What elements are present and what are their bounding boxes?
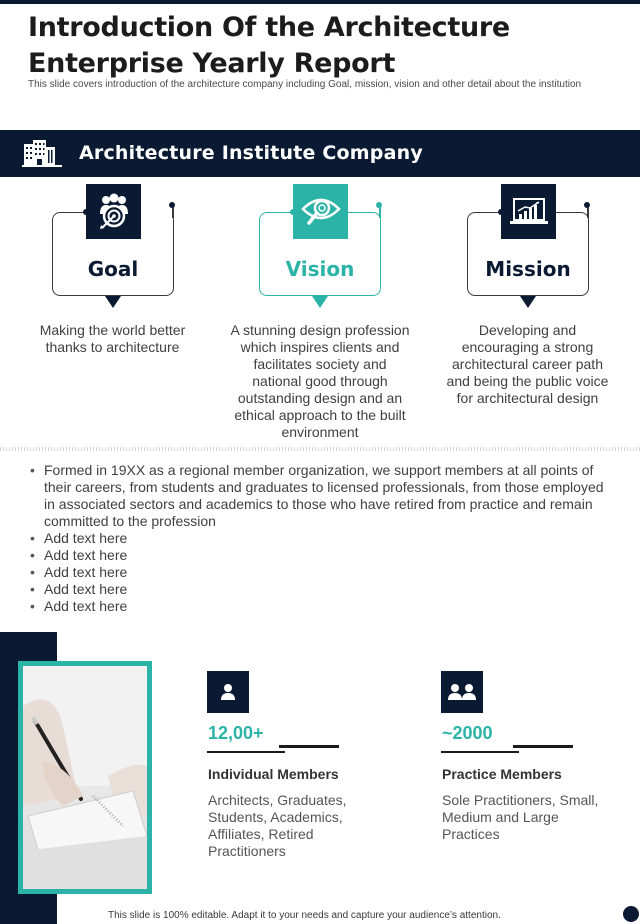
mission-icon-box bbox=[501, 184, 556, 239]
vision-icon-box bbox=[293, 184, 348, 239]
mission-pointer bbox=[520, 296, 536, 308]
practice-members-title: Practice Members bbox=[442, 766, 562, 782]
user-icon bbox=[219, 683, 237, 701]
goal-pointer bbox=[105, 296, 121, 308]
underline bbox=[441, 751, 519, 753]
footer-note: This slide is 100% editable. Adapt it to your needs and capture your audience’s attention. bbox=[108, 910, 501, 921]
vision-card bbox=[259, 184, 439, 310]
bullet-item: • Add text here bbox=[28, 598, 618, 615]
building-icon bbox=[20, 138, 64, 168]
vision-description: A stunning design profession which inspires clients and facilitates society and national good through outstanding design and an ethical approach to the built environment bbox=[230, 322, 410, 440]
dotted-divider bbox=[0, 447, 640, 451]
underline-accent bbox=[279, 745, 339, 748]
practice-members-count: ~2000 bbox=[442, 723, 493, 743]
mission-card bbox=[467, 184, 640, 310]
vision-label: Vision bbox=[285, 257, 355, 281]
page-subtitle: This slide covers introduction of the architecture company including Goal, mission, vision and other detail about the institution bbox=[28, 79, 582, 90]
top-accent-bar bbox=[0, 0, 640, 4]
bullet-item: • Formed in 19XX as a regional member organization, we support members at all points of their careers, from students and graduates to licensed professionals, from those employed in associated sectors and academics to those who have retired from practice and remain committed to the profession bbox=[28, 462, 618, 530]
laptop-chart-icon bbox=[509, 197, 549, 227]
user-icon-box bbox=[207, 671, 249, 713]
photo-illustration bbox=[23, 666, 147, 889]
individual-members-description: Architects, Graduates, Students, Academics, Affiliates, Retired Practitioners bbox=[208, 792, 347, 859]
corner-dot bbox=[623, 906, 639, 922]
connector-dot bbox=[376, 202, 382, 208]
company-banner bbox=[0, 130, 640, 177]
bullet-item: • Add text here bbox=[28, 547, 618, 564]
company-title: Architecture Institute Company bbox=[79, 142, 423, 164]
page-title: Introduction Of the Architecture Enterprise Yearly Report bbox=[28, 12, 510, 79]
bullet-item: • Add text here bbox=[28, 530, 618, 547]
bullet-item: • Add text here bbox=[28, 564, 618, 581]
goal-description: Making the world better thanks to architecture bbox=[39, 322, 186, 355]
underline bbox=[207, 751, 285, 753]
users-icon-box bbox=[441, 671, 483, 713]
team-target-icon bbox=[95, 192, 133, 232]
photo-frame bbox=[18, 661, 152, 894]
connector-dot bbox=[169, 202, 175, 208]
connector-dot bbox=[584, 202, 590, 208]
bullet-item: • Add text here bbox=[28, 581, 618, 598]
hand-writing-in-notebook-photo bbox=[23, 666, 147, 889]
underline-accent bbox=[513, 745, 573, 748]
mission-label: Mission bbox=[485, 257, 571, 281]
bullet-list bbox=[28, 462, 618, 615]
goal-label: Goal bbox=[87, 257, 139, 281]
goal-card bbox=[52, 184, 232, 310]
vision-pointer bbox=[312, 296, 328, 308]
goal-icon-box bbox=[86, 184, 141, 239]
individual-members-count: 12,00+ bbox=[208, 723, 264, 743]
users-icon bbox=[447, 683, 477, 701]
eye-magnifier-icon bbox=[300, 195, 342, 229]
individual-members-title: Individual Members bbox=[208, 766, 339, 782]
mission-description: Developing and encouraging a strong architectural career path and being the public voice for architectural design bbox=[446, 322, 609, 406]
practice-members-description: Sole Practitioners, Small, Medium and Large Practices bbox=[442, 792, 599, 842]
